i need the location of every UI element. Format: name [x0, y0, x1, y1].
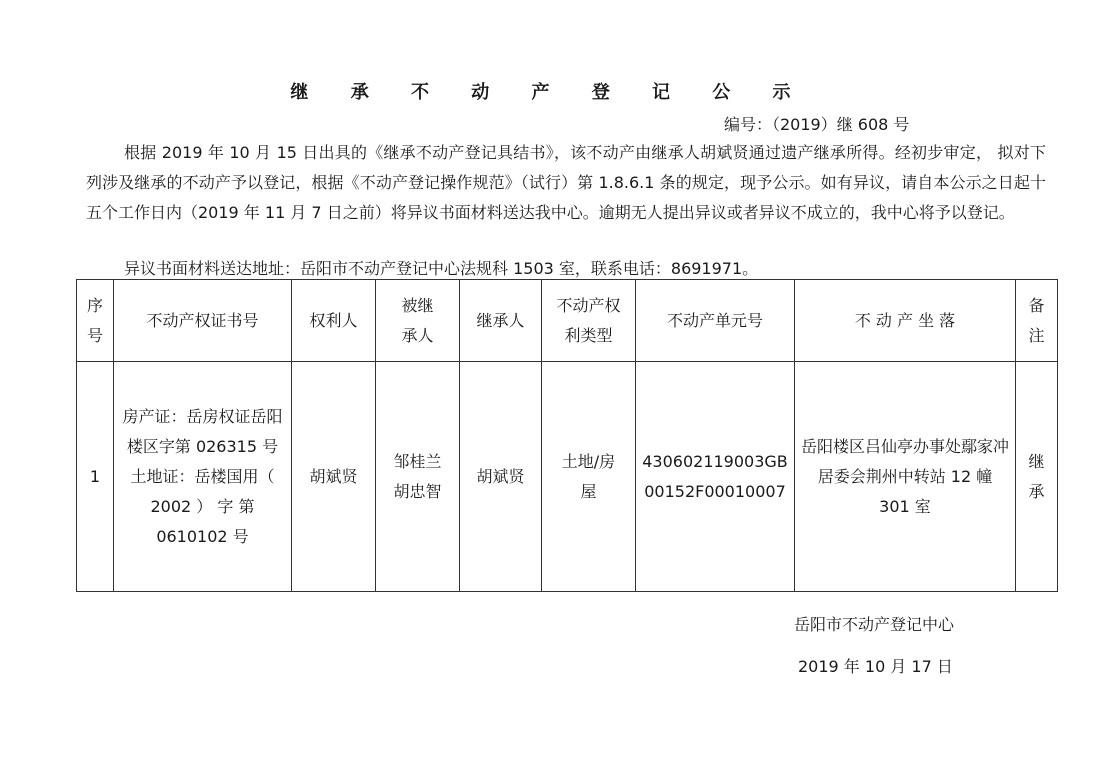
notice-body [86, 138, 1046, 228]
issue-date: 2019 年 10 月 17 日 [798, 657, 953, 676]
table-header-row [77, 280, 1058, 362]
cell-cert-no [114, 362, 292, 592]
table-row [77, 362, 1058, 592]
cell-heir: 胡斌贤 [460, 362, 542, 592]
cell-unit-no: 430602119003GB00152F00010007 [636, 362, 795, 592]
cell-right-holder: 胡斌贤 [292, 362, 376, 592]
inheritance-table [76, 279, 1058, 592]
header-heir: 继承人 [460, 280, 542, 362]
header-remark: 备注 [1016, 280, 1058, 362]
header-seq: 序号 [77, 280, 114, 362]
header-decedent: 被继承人 [376, 280, 460, 362]
header-unit-no: 不动产单元号 [636, 280, 795, 362]
decedent-name: 邹桂兰 [393, 451, 442, 471]
cell-right-type: 土地/房屋 [542, 362, 636, 592]
cert-land: 土地证：岳楼国用（ 2002 ） 字 第 0610102 号 [130, 466, 275, 546]
objection-address: 异议书面材料送达地址：岳阳市不动产登记中心法规科 1503 室，联系电话：8691971。 [124, 259, 759, 278]
cell-remark: 继承 [1016, 362, 1058, 592]
notice-title: 继 承 不 动 产 登 记 公 示 [290, 82, 809, 103]
cert-house: 房产证：岳房权证岳阳楼区字第 026315 号 [122, 406, 283, 456]
notice-paragraph: 根据 2019 年 10 月 15 日出具的《继承不动产登记具结书》，该不动产由继承人胡斌贤通过遗产继承所得。经初步审定， 拟对下列涉及继承的不动产予以登记，根据《不动产登记操作规范》（试行）第 1.8.6.1 条的规定，现予公示。如有异议，请自本公示之日起十五个工作日内（2019 年 11 月 7 日之前）将异议书面材料送达我中心。逾期无人提出异议或者异议不成立的，我中心将予以登记。 [86, 143, 1046, 222]
document-number: 编号：（2019）继 608 号 [724, 115, 910, 134]
header-right-holder: 权利人 [292, 280, 376, 362]
header-right-type: 不动产权利类型 [542, 280, 636, 362]
cell-decedent [376, 362, 460, 592]
cell-location: 岳阳楼区吕仙亭办事处鄢家冲居委会荆州中转站 12 幢 301 室 [795, 362, 1016, 592]
cell-seq: 1 [77, 362, 114, 592]
header-location: 不 动 产 坐 落 [795, 280, 1016, 362]
header-cert-no: 不动产权证书号 [114, 280, 292, 362]
issuing-organization: 岳阳市不动产登记中心 [794, 615, 955, 634]
decedent-name: 胡忠智 [393, 481, 442, 501]
